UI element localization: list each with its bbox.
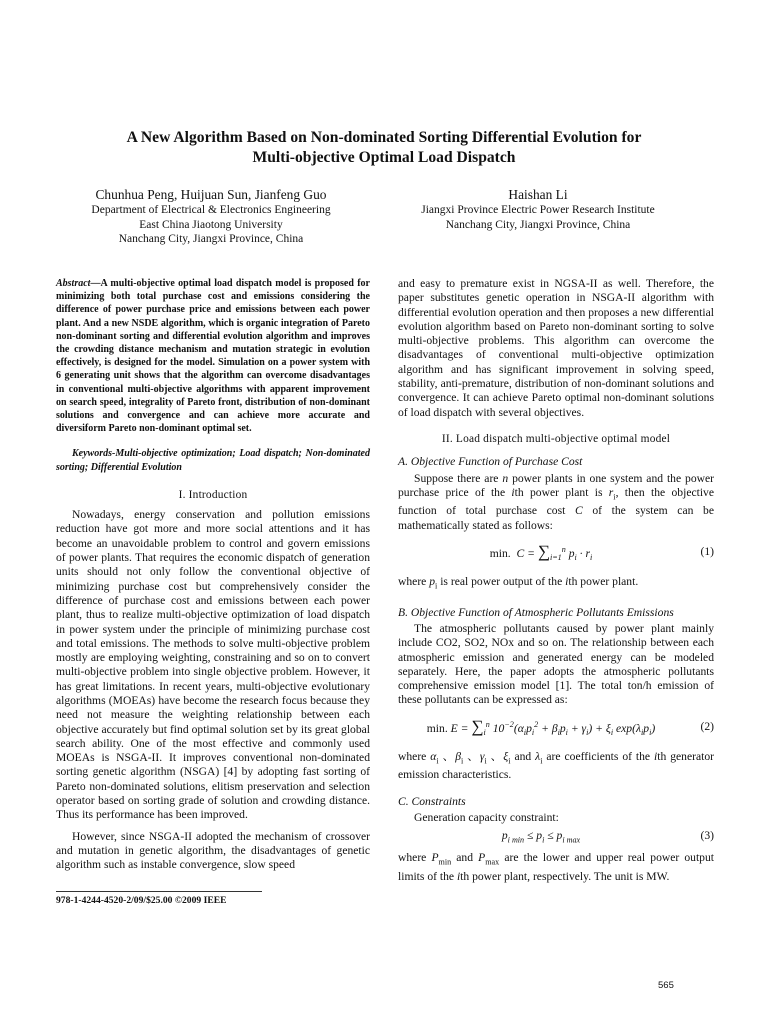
equation-2-body: min. $E = \sum_i^n$ $10^{-2}(\alpha_ip_i^2 + \beta_ip_i + \gamma_i) + \xi_i$ $\exp(\lambda_ip_i)$ (426, 716, 656, 737)
section-heading-intro: I. Introduction (178, 488, 248, 501)
equation-3-number: (3) (700, 829, 714, 843)
subsection-c-heading: C. Constraints (398, 794, 466, 808)
equation-1 (398, 537, 714, 571)
intro-paragraph-2: However, since NSGA-II adopted the mechanism of crossover and mutation in genetic algorithm, the disadvantages of genetic algorithm such as instable convergence, slow speed (56, 829, 370, 872)
equation-1-number: (1) (700, 545, 714, 559)
equation-1-where: where $p_i$ is real power output of the ith power plant. (398, 575, 639, 591)
paper-title (40, 128, 728, 168)
title-line-2: Multi-objective Optimal Load Dispatch (252, 149, 516, 166)
equation-2 (398, 712, 714, 746)
equation-2-where: where $\alpha_i$ 、$\beta_i$ 、$\gamma_i$ 、$\xi_i$ and $\lambda_i$ are coefficients of the ith generator emission characteristics. (398, 749, 714, 782)
keywords: Keywords-Multi-objective optimization; Load dispatch; Non-dominated sorting; Differential Evolution (56, 448, 370, 473)
affiliation-line: Nanchang City, Jiangxi Province, China (118, 233, 304, 245)
affiliation-line: Nanchang City, Jiangxi Province, China (445, 218, 631, 231)
affiliation-line: East China Jiaotong University (139, 218, 283, 231)
equation-3 (398, 827, 714, 849)
author-names: Haishan Li (508, 187, 568, 202)
subsection-c-paragraph: Generation capacity constraint: (414, 810, 559, 824)
equation-3-where: where $P_{min}$ and $P_{max}$ are the lower and upper real power output limits of the ith power plant, respectively. The unit is MW. (398, 851, 714, 883)
subsection-b-heading: B. Objective Function of Atmospheric Pollutants Emissions (398, 605, 674, 619)
author-block-1 (56, 186, 366, 247)
subsection-a-paragraph: Suppose there are n power plants in one system and the power purchase price of the ith power plant is $r_i$, then the objective function of total purchase cost C of the system can be mathematically stated as follows: (398, 471, 715, 532)
footnote-divider (56, 891, 262, 892)
title-line-1: A New Algorithm Based on Non-dominated Sorting Differential Evolution for (126, 129, 642, 146)
author-names: Chunhua Peng, Huijuan Sun, Jianfeng Guo (95, 187, 327, 202)
right-paragraph-1: and easy to premature exist in NGSA-II as well. Therefore, the paper substitutes genetic operation in NSGA-II algorithm with differential evolution operation and then proposes a new differential evolution algorithm based on Pareto non-dominant sorting to solve multi-objective problems. This algorithm can overcome the disadvantages of conventional multi-objective optimization algorithm and has significant improvement in solving speed, stability, anti-premature, distribution of non-dominant solutions and convergence. It can achieve Pareto optimal non-dominant solutions of load dispatch with several objectives. (398, 277, 714, 419)
abstract-dash: — (90, 278, 101, 289)
intro-paragraph-1: Nowadays, energy conservation and pollution emissions reduction have got more and more social attentions and it has become an unavoidable problem to control and govern emissions of power plants. That requires the economic dispatch of generation units should not only follow the conventional objective of minimizing purchase cost but comprehensively consider the difference of purchase cost and emissions between each power plant, thus to realize multi-objective optimization of load dispatch in power system under the principle of minimizing purchase cost and total emissions. The methods to solve multi-objective problem mostly are employing weighting, constraining and so on to convert multi-objective problem into single objective problem. However, it has great limitations. In recent years, multi-objective evolutionary algorithms (MOEAs) have become the research focus because they need not measure the weighting relationship between each objective accurately but find optimal solution set by its great global search ability. One of the most effective and commonly used MOEAs is NSGA-II. It improves conventional non-dominated sorting genetic algorithm (NSGA) [4] by adopting fast sorting of Pareto non-dominated solutions, elitism preservation and selection operator based on sorting grade of solution and crowding distance. Thus its performance has been improved. (56, 508, 370, 822)
page-number: 565 (658, 980, 674, 991)
equation-1-body: min. $C = \sum_{i=1}^n$ $p_i \cdot r_i$ (489, 541, 593, 563)
section-heading-model: II. Load dispatch multi-objective optimal model (441, 432, 671, 445)
equation-3-body: $p_{i min} \le p_i \le p_{i max}$ (501, 829, 581, 845)
abstract (56, 277, 370, 435)
affiliation-line: Jiangxi Province Electric Power Research Institute (421, 204, 655, 216)
right-column (398, 277, 714, 884)
affiliation-line: Department of Electrical & Electronics Engineering (91, 204, 331, 216)
left-column (56, 277, 370, 873)
abstract-label: Abstract (56, 278, 91, 289)
equation-2-number: (2) (700, 719, 714, 733)
author-block-2 (392, 186, 684, 232)
subsection-b-paragraph: The atmospheric pollutants caused by power plant mainly include CO2, SO2, NOx and so on. The relationship between each atmospheric emission and generated energy can be modeled separately. Here, the paper adopts the atmospheric pollutants comprehensive emission model [1]. The total ton/h emission of these pollutants can be expressed as: (398, 621, 714, 707)
copyright-notice: 978-1-4244-4520-2/09/$25.00 ©2009 IEEE (56, 895, 227, 906)
abstract-text: A multi-objective optimal load dispatch model is proposed for minimizing both total purchase cost and emissions considering the difference of power purchase price and emissions between each power plant. And a new NSDE algorithm, which is organic integration of Pareto non-dominant sorting and differential evolution algorithm and improves the crowding distance mechanism and mutation strategic in evolution effectively, is designed for the model. Simulation on a power system with 6 generating unit shows that the algorithm can overcome disadvantages in conventional multi-objective algorithms with apparent improvement on search speed, integrality of Pareto front, distribution of non-dominant solutions and convergence and can achieve more accurate and diversiform Pareto non-dominant optimal set. (56, 278, 370, 435)
subsection-a-heading: A. Objective Function of Purchase Cost (398, 455, 583, 469)
